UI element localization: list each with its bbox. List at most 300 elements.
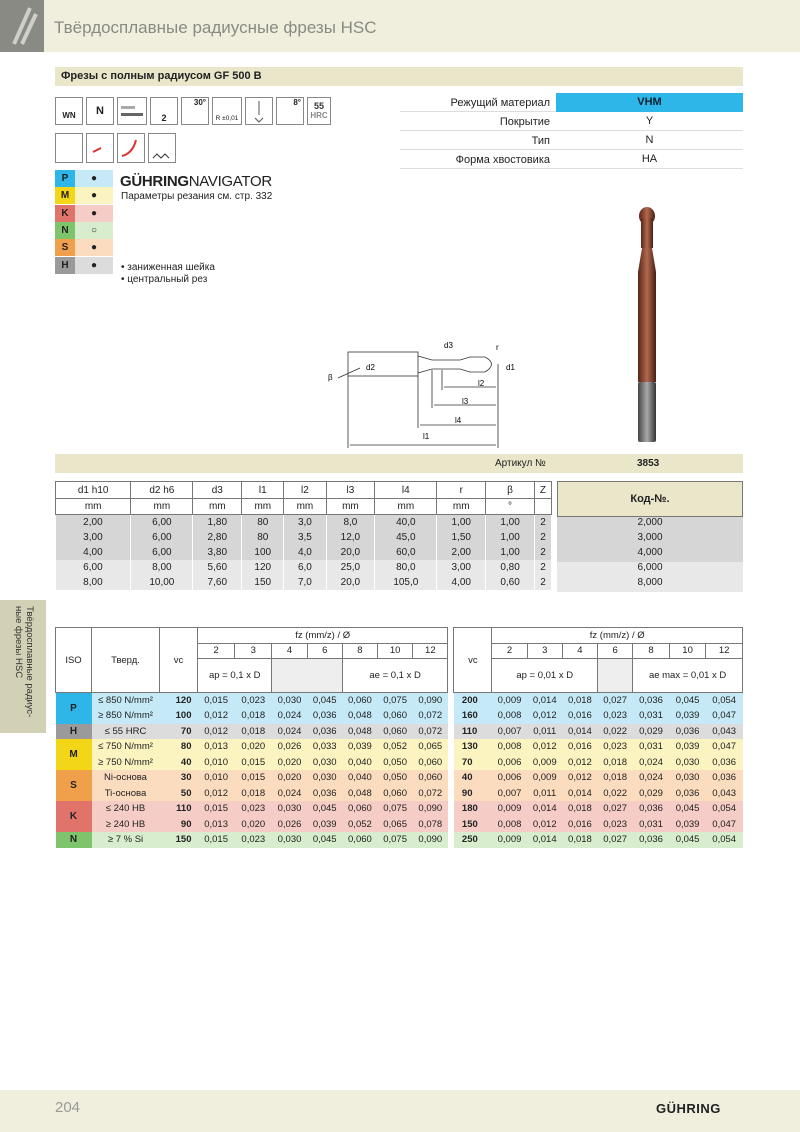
cut-size: 3: [235, 643, 272, 659]
cut-fz: 0,048: [348, 725, 372, 737]
cut-fz: 0,030: [277, 803, 302, 815]
code-cell: 8,000: [557, 577, 743, 592]
cut-fz-2: 0,018: [603, 772, 628, 784]
iso-letter: N: [55, 222, 75, 239]
code-cell: 3,000: [557, 532, 743, 547]
cut-fz-2: 0,045: [675, 695, 700, 706]
cut-vc-header: vc: [160, 628, 198, 693]
code-cell: 2,000: [557, 517, 743, 532]
l3-label: l3: [462, 397, 469, 406]
cut-fz: 0,012: [204, 725, 228, 737]
cut-hardness: ≤ 55 HRC: [104, 725, 147, 737]
cut-fz: 0,065: [383, 818, 407, 830]
dim-unit: °: [486, 499, 535, 515]
cut-fz-2: 0,014: [532, 695, 557, 706]
cut-hardness: ≥ 750 N/mm²: [98, 756, 153, 768]
shank-icon: [117, 97, 147, 125]
cut-fz-2: 0,047: [712, 741, 737, 753]
cut-fz-2: 0,023: [603, 741, 628, 753]
dim-row: [56, 575, 552, 590]
cut-fz: 0,020: [277, 772, 302, 784]
dim-cell: 8,00: [56, 575, 131, 590]
dim-cell: 2,00: [56, 515, 131, 530]
cut-fz-2: 0,047: [712, 710, 737, 722]
cut-fz: 0,039: [312, 818, 337, 830]
cut-vc-2: 160: [461, 710, 478, 722]
cut-size-2: 2: [492, 643, 527, 659]
ap-label-2: ap = 0,01 x D: [492, 659, 598, 693]
d2-label: d2: [366, 363, 375, 372]
cut-vc-2: 180: [461, 803, 478, 815]
cut-fz: 0,018: [241, 725, 266, 737]
cut-size-2: 10: [669, 643, 706, 659]
property-label: Покрытие: [499, 116, 550, 128]
dim-cell: 1,00: [486, 530, 535, 545]
dim-cell: 40,0: [375, 515, 437, 530]
l4-label: l4: [455, 416, 462, 425]
cut-fz-2: 0,039: [675, 741, 700, 753]
slot-milling-icon: [86, 133, 114, 163]
center-cut-icon: [245, 97, 273, 125]
iso-group-H: [55, 257, 113, 274]
iso-group-S: [55, 239, 113, 256]
iso-group-N: [55, 222, 113, 239]
dim-cell: 12,0: [326, 530, 375, 545]
dim-unit: mm: [242, 499, 284, 515]
cut-fz: 0,012: [204, 710, 228, 722]
dim-unit: mm: [193, 499, 242, 515]
cut-vc: 120: [175, 695, 192, 706]
cut-fz: 0,012: [204, 787, 228, 799]
cut-fz-header: fz (mm/z) / Ø: [198, 628, 448, 644]
cut-fz-2: 0,022: [603, 787, 628, 799]
cut-fz-2: 0,012: [568, 756, 592, 768]
cut-fz: 0,048: [348, 710, 372, 722]
dim-cell: 80,0: [375, 560, 437, 575]
cut-fz-2: 0,036: [712, 756, 737, 768]
cut-fz: 0,015: [204, 695, 228, 706]
dim-cell: 7,0: [284, 575, 326, 590]
cut-fz-2: 0,007: [497, 725, 522, 737]
iso-suitability: ●: [75, 170, 113, 187]
cut-fz: 0,060: [383, 787, 407, 799]
dim-header: l1: [242, 482, 284, 499]
dim-unit: mm: [56, 499, 131, 515]
wn-icon: WN: [55, 97, 83, 125]
dim-cell: 100: [242, 545, 284, 560]
cut-iso-group: K: [56, 801, 92, 832]
cut-fz: 0,075: [383, 695, 407, 706]
cut-fz-2: 0,027: [603, 695, 628, 706]
cut-fz: 0,060: [418, 772, 443, 784]
iso-letter: P: [55, 170, 75, 187]
cut-fz: 0,013: [204, 741, 228, 753]
cut-vc-2: 150: [461, 818, 478, 830]
dim-cell: 2,80: [193, 530, 242, 545]
cut-fz: 0,030: [277, 834, 302, 846]
code-header: Код-№.: [557, 481, 743, 517]
cut-row: [56, 739, 743, 755]
cut-fz: 0,036: [312, 787, 337, 799]
tool-image: [628, 206, 668, 451]
cut-fz: 0,090: [418, 803, 443, 815]
property-row: [400, 131, 743, 150]
dim-cell: 5,60: [193, 560, 242, 575]
dim-cell: 105,0: [375, 575, 437, 590]
dim-header-row: [56, 482, 552, 499]
cut-fz-2: 0,012: [532, 741, 557, 753]
cut-fz: 0,020: [241, 818, 266, 830]
cut-hardness-header: Тверд.: [92, 628, 160, 693]
cut-size-2: 3: [527, 643, 562, 659]
dim-cell: 3,5: [284, 530, 326, 545]
cut-vc: 90: [180, 818, 192, 830]
property-row: [400, 93, 743, 112]
cut-fz-2: 0,008: [497, 741, 522, 753]
cut-row: [56, 708, 743, 724]
radius-tolerance-icon: R ±0,01: [212, 97, 242, 125]
iso-group-K: [55, 205, 113, 222]
property-label: Тип: [531, 135, 550, 147]
page-number: 204: [55, 1099, 81, 1116]
dim-cell: 3,80: [193, 545, 242, 560]
cut-size: 8: [342, 643, 377, 659]
cut-size-2: 6: [598, 643, 633, 659]
milling-strategy-icon-2: [598, 659, 633, 693]
dim-cell: 4,00: [56, 545, 131, 560]
dim-cell: 0,80: [486, 560, 535, 575]
cut-fz: 0,036: [312, 725, 337, 737]
cut-fz: 0,030: [312, 756, 337, 768]
profile-milling-icon: [117, 133, 145, 163]
cut-fz: 0,015: [241, 756, 266, 768]
milling-strategy-icon: [272, 659, 342, 693]
cut-fz: 0,045: [312, 803, 337, 815]
dim-cell: 6,00: [131, 515, 193, 530]
cut-vc: 30: [180, 772, 192, 784]
cut-fz: 0,048: [348, 787, 372, 799]
cut-fz: 0,039: [348, 741, 372, 753]
cut-fz-2: 0,054: [712, 803, 737, 815]
cut-iso-group: N: [56, 832, 92, 848]
feature-0: • заниженная шейка: [121, 262, 215, 273]
hrc-icon: 55 HRC: [307, 97, 331, 125]
dim-header: d3: [193, 482, 242, 499]
cut-fz: 0,040: [348, 756, 372, 768]
cut-fz: 0,033: [312, 741, 337, 753]
cut-fz-2: 0,054: [712, 695, 737, 706]
code-cell: 4,000: [557, 547, 743, 562]
cut-header-row: [56, 628, 743, 644]
cut-hardness: Ti-основа: [104, 787, 147, 799]
cut-fz-2: 0,029: [639, 725, 663, 737]
cut-row: [56, 817, 743, 833]
page-title: Твёрдосплавные радиусные фрезы HSC: [54, 18, 377, 37]
property-value: VHM: [556, 93, 743, 112]
cut-fz-2: 0,045: [675, 834, 700, 846]
cut-size-2: 4: [562, 643, 597, 659]
feature-1: • центральный рез: [121, 274, 208, 285]
dim-header: Z: [534, 482, 551, 499]
cut-fz: 0,010: [204, 772, 228, 784]
cut-vc-2: 70: [461, 756, 473, 768]
iso-letter: M: [55, 187, 75, 204]
dim-unit: mm: [284, 499, 326, 515]
cut-fz: 0,065: [418, 741, 443, 753]
cut-fz-2: 0,036: [712, 772, 737, 784]
guhring-navigator-logo: GÜHRINGNAVIGATOR: [120, 173, 272, 190]
section-side-tab[interactable]: Твёрдосплавные радиус-ные фрезы HSC: [0, 600, 46, 733]
dim-cell: 2,00: [437, 545, 486, 560]
cut-fz: 0,024: [277, 710, 302, 722]
dim-cell: 1,00: [486, 545, 535, 560]
iso-suitability: ○: [75, 222, 113, 239]
cut-row: [56, 832, 743, 848]
dim-cell: 80: [242, 515, 284, 530]
face-milling-icon: [55, 133, 83, 163]
iso-suitability: ●: [75, 205, 113, 222]
dim-cell: 8,0: [326, 515, 375, 530]
cut-fz: 0,045: [312, 834, 337, 846]
cut-vc-header-2: vc: [454, 628, 492, 693]
dim-row: [56, 560, 552, 575]
dim-header: l3: [326, 482, 375, 499]
iso-letter: H: [55, 257, 75, 274]
cut-fz-2: 0,027: [603, 803, 628, 815]
cut-fz-2: 0,031: [639, 710, 663, 722]
cut-fz-2: 0,036: [675, 725, 700, 737]
dim-cell: 150: [242, 575, 284, 590]
flutes-icon: 2: [150, 97, 178, 125]
cut-fz-2: 0,031: [639, 741, 663, 753]
cut-fz-2: 0,014: [532, 834, 557, 846]
dim-cell: 20,0: [326, 545, 375, 560]
dim-header: l2: [284, 482, 326, 499]
dim-header: l4: [375, 482, 437, 499]
cut-fz-2: 0,024: [639, 756, 663, 768]
dim-cell: 4,0: [284, 545, 326, 560]
iso-suitability: ●: [75, 187, 113, 204]
cut-fz-2: 0,023: [603, 818, 628, 830]
cut-fz-2: 0,011: [533, 787, 557, 799]
dim-cell: 45,0: [375, 530, 437, 545]
dim-cell: 60,0: [375, 545, 437, 560]
d3-label: d3: [444, 341, 453, 350]
l2-label: l2: [478, 379, 485, 388]
dim-cell: 1,00: [486, 515, 535, 530]
cut-fz: 0,072: [418, 787, 443, 799]
tool-drawing: [320, 330, 520, 450]
cut-size: 10: [378, 643, 413, 659]
cut-fz: 0,075: [383, 834, 407, 846]
cut-vc: 40: [180, 756, 192, 768]
neck-angle-icon: 8°: [276, 97, 304, 125]
cut-hardness: ≤ 240 HB: [105, 803, 146, 815]
l1-label: l1: [423, 432, 430, 441]
cut-fz-2: 0,014: [568, 725, 592, 737]
cut-fz-2: 0,006: [497, 756, 522, 768]
cut-fz: 0,015: [204, 834, 228, 846]
cut-vc: 70: [180, 725, 192, 737]
dim-cell: 6,00: [131, 530, 193, 545]
dim-cell: 10,00: [131, 575, 193, 590]
cut-row: [56, 786, 743, 802]
cut-hardness: ≥ 240 HB: [105, 818, 146, 830]
cutting-data-table: [55, 627, 743, 848]
dim-cell: 1,00: [437, 515, 486, 530]
cut-fz-2: 0,036: [675, 787, 700, 799]
property-label: Форма хвостовика: [455, 154, 550, 166]
dim-cell: 2: [534, 545, 551, 560]
dim-row: [56, 515, 552, 530]
cut-size: 4: [272, 643, 307, 659]
cut-fz: 0,030: [312, 772, 337, 784]
helix-angle-icon: 30°: [181, 97, 209, 125]
cut-fz: 0,060: [348, 834, 372, 846]
cut-fz-2: 0,008: [497, 818, 522, 830]
property-row: [400, 112, 743, 131]
cut-vc: 150: [175, 834, 192, 846]
cut-vc-2: 110: [461, 725, 478, 737]
cut-fz: 0,018: [241, 787, 266, 799]
cut-fz: 0,075: [383, 803, 407, 815]
dim-header: d1 h10: [56, 482, 131, 499]
iso-suitability: ●: [75, 239, 113, 256]
cut-fz-2: 0,036: [639, 695, 663, 706]
article-bar: [55, 454, 743, 473]
cut-fz-2: 0,031: [639, 818, 663, 830]
cut-fz: 0,050: [383, 756, 407, 768]
dim-cell: 3,00: [437, 560, 486, 575]
cut-fz-2: 0,029: [639, 787, 663, 799]
cut-vc-2: 200: [461, 695, 478, 706]
navigator-note: Параметры резания см. стр. 332: [121, 191, 273, 202]
dim-cell: 8,00: [131, 560, 193, 575]
cut-fz-2: 0,012: [568, 772, 592, 784]
iso-group-P: [55, 170, 113, 187]
iso-letter: S: [55, 239, 75, 256]
cut-iso-group: P: [56, 693, 92, 724]
cut-fz: 0,023: [241, 803, 266, 815]
cut-fz-2: 0,043: [712, 725, 737, 737]
cut-fz-2: 0,007: [497, 787, 522, 799]
dim-header: r: [437, 482, 486, 499]
iso-suitability: ●: [75, 257, 113, 274]
cut-fz: 0,060: [348, 695, 372, 706]
cut-fz-2: 0,008: [497, 710, 522, 722]
cut-size-2: 8: [633, 643, 670, 659]
cut-fz: 0,078: [418, 818, 443, 830]
dim-unit: mm: [326, 499, 375, 515]
cut-fz-2: 0,011: [533, 725, 557, 737]
cut-fz-2: 0,018: [568, 803, 592, 815]
cut-vc-2: 40: [461, 772, 473, 784]
copy-milling-icon: [148, 133, 176, 163]
cut-fz-2: 0,009: [532, 756, 557, 768]
cut-hardness: Ni-основа: [104, 772, 147, 784]
code-column: [557, 481, 743, 606]
iso-letter: K: [55, 205, 75, 222]
cut-fz-2: 0,018: [568, 834, 592, 846]
cut-fz: 0,013: [204, 818, 228, 830]
cut-fz-2: 0,016: [568, 818, 592, 830]
dim-cell: 3,0: [284, 515, 326, 530]
cut-hardness: ≤ 850 N/mm²: [98, 695, 153, 706]
cut-fz: 0,060: [383, 710, 407, 722]
dim-cell: 80: [242, 530, 284, 545]
cut-fz: 0,026: [277, 818, 302, 830]
article-number: 3853: [637, 458, 660, 469]
cut-fz: 0,040: [348, 772, 372, 784]
cut-fz-2: 0,016: [568, 741, 592, 753]
article-label: Артикул №: [495, 458, 546, 469]
cut-fz: 0,052: [383, 741, 407, 753]
type-n-icon: N: [86, 97, 114, 125]
cut-fz: 0,090: [418, 834, 443, 846]
code-cell: 6,000: [557, 562, 743, 577]
dim-cell: 3,00: [56, 530, 131, 545]
dim-cell: 7,60: [193, 575, 242, 590]
property-label: Режущий материал: [450, 97, 550, 109]
dim-cell: 0,60: [486, 575, 535, 590]
dim-cell: 6,00: [56, 560, 131, 575]
cut-iso-group: S: [56, 770, 92, 801]
cut-fz-2: 0,009: [497, 695, 522, 706]
cut-fz: 0,018: [241, 710, 266, 722]
cut-fz-2: 0,012: [532, 818, 557, 830]
cut-fz-2: 0,039: [675, 818, 700, 830]
cut-fz-2: 0,009: [532, 772, 557, 784]
cut-vc: 80: [180, 741, 192, 753]
property-value: N: [645, 134, 654, 146]
cut-fz-2: 0,023: [603, 710, 628, 722]
dim-unit: mm: [437, 499, 486, 515]
cut-fz: 0,030: [277, 695, 302, 706]
cut-fz-2: 0,036: [639, 834, 663, 846]
cut-fz: 0,060: [348, 803, 372, 815]
cut-fz: 0,023: [241, 834, 266, 846]
cut-fz: 0,024: [277, 787, 302, 799]
cut-fz: 0,015: [204, 803, 228, 815]
cut-fz: 0,024: [277, 725, 302, 737]
cut-fz: 0,060: [418, 756, 443, 768]
property-value: HA: [641, 153, 658, 165]
cut-hardness: ≥ 7 % Si: [107, 834, 144, 846]
cut-fz: 0,050: [383, 772, 407, 784]
cut-fz: 0,026: [277, 741, 302, 753]
dim-row: [56, 530, 552, 545]
cut-fz-2: 0,018: [568, 695, 592, 706]
iso-group-M: [55, 187, 113, 204]
cut-fz-2: 0,030: [675, 772, 700, 784]
cut-fz: 0,072: [418, 725, 443, 737]
dim-cell: 4,00: [437, 575, 486, 590]
dim-cell: 2: [534, 575, 551, 590]
cut-row: [56, 755, 743, 771]
cut-vc: 110: [176, 803, 192, 815]
dim-cell: 6,0: [284, 560, 326, 575]
ae-label-2: ae max = 0,01 x D: [633, 659, 743, 693]
cut-fz-2: 0,027: [603, 834, 628, 846]
cut-size: 12: [413, 643, 448, 659]
cut-vc-2: 90: [461, 787, 473, 799]
cut-fz-2: 0,024: [639, 772, 663, 784]
dim-cell: 1,80: [193, 515, 242, 530]
cut-fz: 0,072: [418, 710, 443, 722]
ae-label: ae = 0,1 x D: [342, 659, 448, 693]
cut-vc-2: 130: [461, 741, 478, 753]
r-label: r: [496, 343, 499, 352]
